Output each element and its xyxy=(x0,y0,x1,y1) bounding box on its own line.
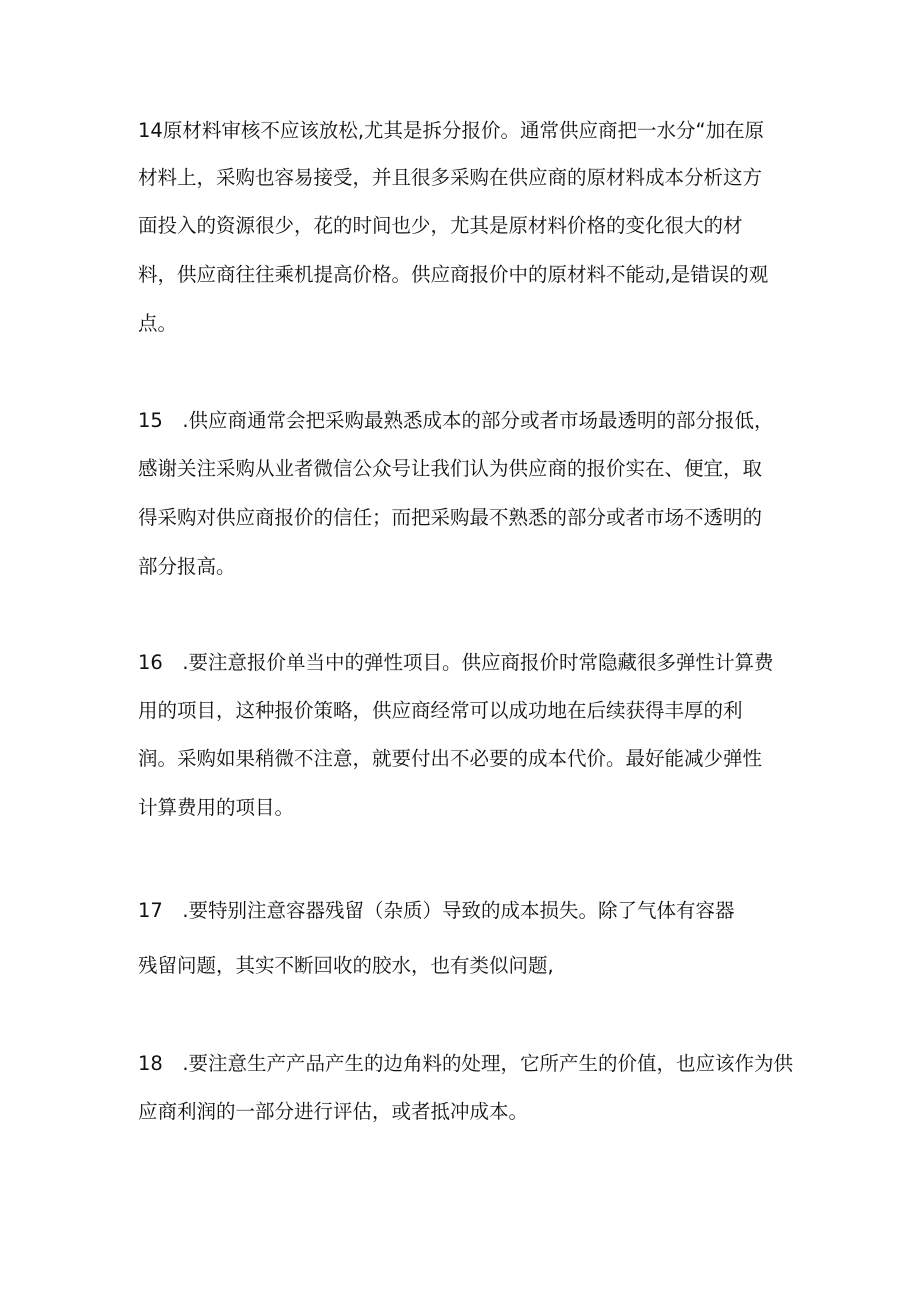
paragraph-line: 面投入的资源很少，花的时间也少，尤其是原材料价格的变化很大的材 xyxy=(138,214,743,237)
paragraph-line: 应商利润的一部分进行评估，或者抵冲成本。 xyxy=(138,1100,529,1123)
paragraph-line: 材料上，采购也容易接受，并且很多采购在供应商的原材料成本分析这方 xyxy=(138,166,763,189)
paragraph-line: 点。 xyxy=(138,312,178,335)
paragraph-line: 料，供应商往往乘机提高价格。供应商报价中的原材料不能动,是错误的观 xyxy=(138,263,769,286)
paragraph-line: 用的项目，这种报价策略，供应商经常可以成功地在后续获得丰厚的利 xyxy=(138,699,743,722)
paragraph-line: 14原材料审核不应该放松,尤其是拆分报价。通常供应商把一水分“加在原 xyxy=(138,119,765,142)
paragraph-line: 润。采购如果稍微不注意，就要付出不必要的成本代价。最好能减少弹性 xyxy=(138,747,763,770)
paragraph-line: 17 .要特别注意容器残留（杂质）导致的成本损失。除了气体有容器 xyxy=(138,899,735,922)
paragraph-line: 感谢关注采购从业者微信公众号让我们认为供应商的报价实在、便宜，取 xyxy=(138,457,763,480)
paragraph-line: 15 .供应商通常会把采购最熟悉成本的部分或者市场最透明的部分报低， xyxy=(138,409,774,432)
paragraph-line: 部分报高。 xyxy=(138,555,236,578)
paragraph-line: 得采购对供应商报价的信任；而把采购最不熟悉的部分或者市场不透明的 xyxy=(138,506,763,529)
paragraph-line: 计算费用的项目。 xyxy=(138,796,295,819)
paragraph-line: 18 .要注意生产产品产生的边角料的处理，它所产生的价值，也应该作为供 xyxy=(138,1052,794,1075)
paragraph-line: 残留问题，其实不断回收的胶水，也有类似问题, xyxy=(138,954,554,977)
paragraph-line: 16 .要注意报价单当中的弹性项目。供应商报价时常隐藏很多弹性计算费 xyxy=(138,651,774,674)
